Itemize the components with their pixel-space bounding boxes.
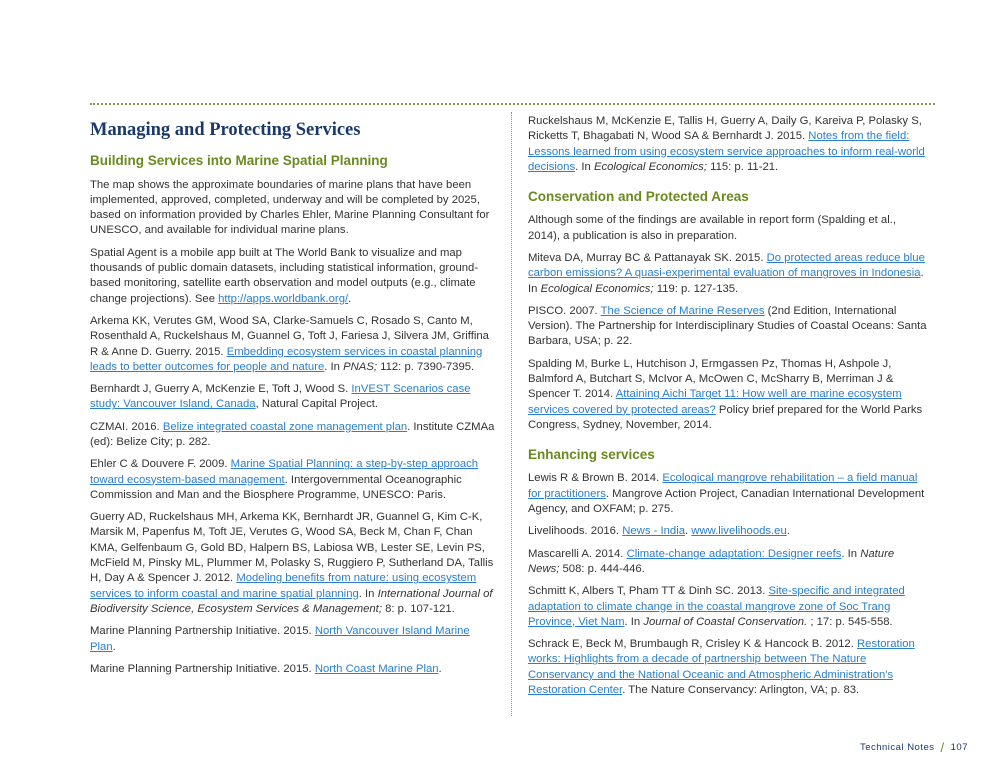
link-restoration-works[interactable]: Restoration works: Highlights from a decade of partnership between The Nature Conservancy and the National Oceanic and Atmospheric Administration's Restoration Center xyxy=(528,638,915,696)
link-invest-scenarios[interactable]: InVEST Scenarios case study: Vancouver Island, Canada xyxy=(90,383,471,411)
reference-mapp-north-coast: Marine Planning Partnership Initiative. 2015. North Coast Marine Plan. xyxy=(90,662,442,675)
reference-schmitt: Schmitt K, Albers T, Pham TT & Dinh SC. 2013. Site-specific and integrated adaptation to climate change in the coastal mangrove zone of Soc Trang Province, Viet Nam. In Journal of Coastal Conservation. ; 17: p. 545-558. xyxy=(528,585,905,628)
right-column xyxy=(528,114,928,705)
subheading-marine-spatial-planning: Building Services into Marine Spatial Planning xyxy=(90,153,388,169)
link-mangrove-rehabilitation[interactable]: Ecological mangrove rehabilitation – a field manual for practitioners xyxy=(528,472,918,500)
page-footer xyxy=(860,740,968,755)
link-notes-from-the-field[interactable]: Notes from the field: Lessons learned from using ecosystem service approaches to inform real-world decisions xyxy=(528,130,925,173)
footer-slash: / xyxy=(940,740,945,755)
page-number: 107 xyxy=(950,742,968,753)
subheading-conservation: Conservation and Protected Areas xyxy=(528,189,749,205)
reference-ehler: Ehler C & Douvere F. 2009. Marine Spatial Planning: a step-by-step approach toward ecosystem-based management. Intergovernmental Oceanographic Commission and Man and the Biosphere Programme, UNESCO: Paris. xyxy=(90,458,479,501)
reference-arkema: Arkema KK, Verutes GM, Wood SA, Clarke-Samuels C, Rosado S, Canto M, Rosenthald A, Ruckelshaus M, Guannel G, Toft J, Fariesa J, Silvera JM, Griffina R & Anne D. Guerry. 2015. Embedding ecosystem services in coastal planning leads to better outcomes for people and nature. In PNAS; 112: p. 7390-7395. xyxy=(90,314,489,373)
link-livelihoods-eu[interactable]: www.livelihoods.eu xyxy=(691,525,787,538)
reference-czmai: CZMAI. 2016. Belize integrated coastal zone management plan. Institute CZMAa (ed): Belize City; p. 282. xyxy=(90,420,495,448)
link-embedding-ecosystem-services[interactable]: Embedding ecosystem services in coastal planning leads to better outcomes for people and nature xyxy=(90,345,483,373)
link-blue-carbon[interactable]: Do protected areas reduce blue carbon emissions? A quasi-experimental evaluation of mangroves in Indonesia xyxy=(528,251,925,280)
section-title: Managing and Protecting Services xyxy=(90,120,361,140)
paragraph-spatial-agent: Spatial Agent is a mobile app built at The World Bank to visualize and map thousands of public domain datasets, including statistical information, ground-based monitoring, satellite earth observation and model outputs (e.g., climate change projections). See http://apps.worldbank.org/. xyxy=(90,246,479,305)
column-divider xyxy=(511,112,512,716)
link-modeling-benefits[interactable]: Modeling benefits from nature: using ecosystem services to inform coastal and marine spatial planning xyxy=(90,572,477,600)
reference-pisco: PISCO. 2007. The Science of Marine Reserves (2nd Edition, International Version). The Partnership for Interdisciplinary Studies of Coastal Oceans: Santa Barbara, USA; p. 22. xyxy=(528,304,927,348)
left-column xyxy=(90,114,498,684)
link-belize-plan[interactable]: Belize integrated coastal zone management plan xyxy=(162,420,408,433)
reference-ruckelshaus: Ruckelshaus M, McKenzie E, Tallis H, Guerry A, Daily G, Kareiva P, Polasky S, Ricketts T, Bhagabati N, Wood SA & Bernhardt J. 2015. Notes from the field: Lessons learned from using ecosystem service approaches to inform real-world decisions. In Ecological Economics; 115: p. 11-21. xyxy=(528,115,925,173)
link-aichi-target[interactable]: Attaining Aichi Target 11: How well are marine ecosystem services covered by protected areas? xyxy=(528,388,902,416)
paragraph-map-description: The map shows the approximate boundaries of marine plans that have been implemented, approved, completed, underway and will be completed by 2025, based on information provided by Charles Ehler, Marine Planning Consultant for UNESCO, and available for individual marine plans. xyxy=(90,178,490,237)
reference-bernhardt: Bernhardt J, Guerry A, McKenzie E, Toft J, Wood S. InVEST Scenarios case study: Vancouver Island, Canada, Natural Capital Project. xyxy=(90,383,471,411)
link-science-marine-reserves[interactable]: The Science of Marine Reserves xyxy=(600,304,765,317)
reference-guerry: Guerry AD, Ruckelshaus MH, Arkema KK, Bernhardt JR, Guannel G, Kim C-K, Marsik M, Papenfus M, Toft JE, Verutes G, Wood SA, Beck M, Chan F, Chan KMA, Gelfenbaum G, Gold BD, Halpern BS, Labiosa WB, Lester SE, Levin PS, McField M, Pinsky ML, Plummer M, Polasky S, Ruggiero P, Sutherland DA, Tallis H, Day A & Spencer J. 2012. Modeling benefits from nature: using ecosystem services to inform coastal and marine spatial planning. In International Journal of Biodiversity Science, Ecosystem Services & Management; 8: p. 107-121. xyxy=(90,511,494,615)
top-dotted-rule xyxy=(90,103,935,105)
reference-livelihoods: Livelihoods. 2016. News - India. www.livelihoods.eu. xyxy=(528,525,790,538)
link-designer-reefs[interactable]: Climate-change adaptation: Designer reefs xyxy=(626,547,842,560)
link-north-vancouver-plan[interactable]: North Vancouver Island Marine Plan xyxy=(90,625,470,653)
subheading-enhancing: Enhancing services xyxy=(528,447,655,463)
link-worldbank-apps[interactable]: http://apps.worldbank.org/ xyxy=(218,292,349,305)
reference-spalding: Spalding M, Burke L, Hutchison J, Ermgassen Pz, Thomas H, Ashpole J, Balmford A, Butchart S, McIvor A, McOwen C, McSharry B, Merriman J & Spencer T. 2014. Attaining Aichi Target 11: How well are marine ecosystem services covered by protected areas? Policy brief prepared for the World Parks Congress, Sydney, November, 2014. xyxy=(528,357,923,431)
link-soc-trang[interactable]: Site-specific and integrated adaptation to climate change in the coastal mangrove zone of Soc Trang Province, Viet Nam xyxy=(528,585,905,628)
reference-schrack: Schrack E, Beck M, Brumbaugh R, Crisley K & Hancock B. 2012. Restoration works: Highlights from a decade of partnership between The Nature Conservancy and the National Oceanic and Atmospheric Administration's Restoration Center. The Nature Conservancy: Arlington, VA; p. 83. xyxy=(528,638,915,696)
reference-miteva: Miteva DA, Murray BC & Pattanayak SK. 2015. Do protected areas reduce blue carbon emissions? A quasi-experimental evaluation of mangroves in Indonesia. In Ecological Economics; 119: p. 127-135. xyxy=(528,251,925,295)
link-news-india[interactable]: News - India xyxy=(622,525,686,538)
link-marine-spatial-planning[interactable]: Marine Spatial Planning: a step-by-step approach toward ecosystem-based management xyxy=(90,458,479,486)
footer-label: Technical Notes xyxy=(859,742,935,753)
link-north-coast-plan[interactable]: North Coast Marine Plan xyxy=(314,662,439,675)
reference-mascarelli: Mascarelli A. 2014. Climate-change adaptation: Designer reefs. In Nature News; 508: p. 444-446. xyxy=(528,547,895,575)
reference-mapp-north-vancouver: Marine Planning Partnership Initiative. 2015. North Vancouver Island Marine Plan. xyxy=(90,625,470,653)
reference-lewis: Lewis R & Brown B. 2014. Ecological mangrove rehabilitation – a field manual for practitioners. Mangrove Action Project, Canadian International Development Agency, and OXFAM; p. 275. xyxy=(528,472,925,516)
paragraph-conservation-intro: Although some of the findings are available in report form (Spalding et al., 2014), a publication is also in preparation. xyxy=(528,214,896,242)
